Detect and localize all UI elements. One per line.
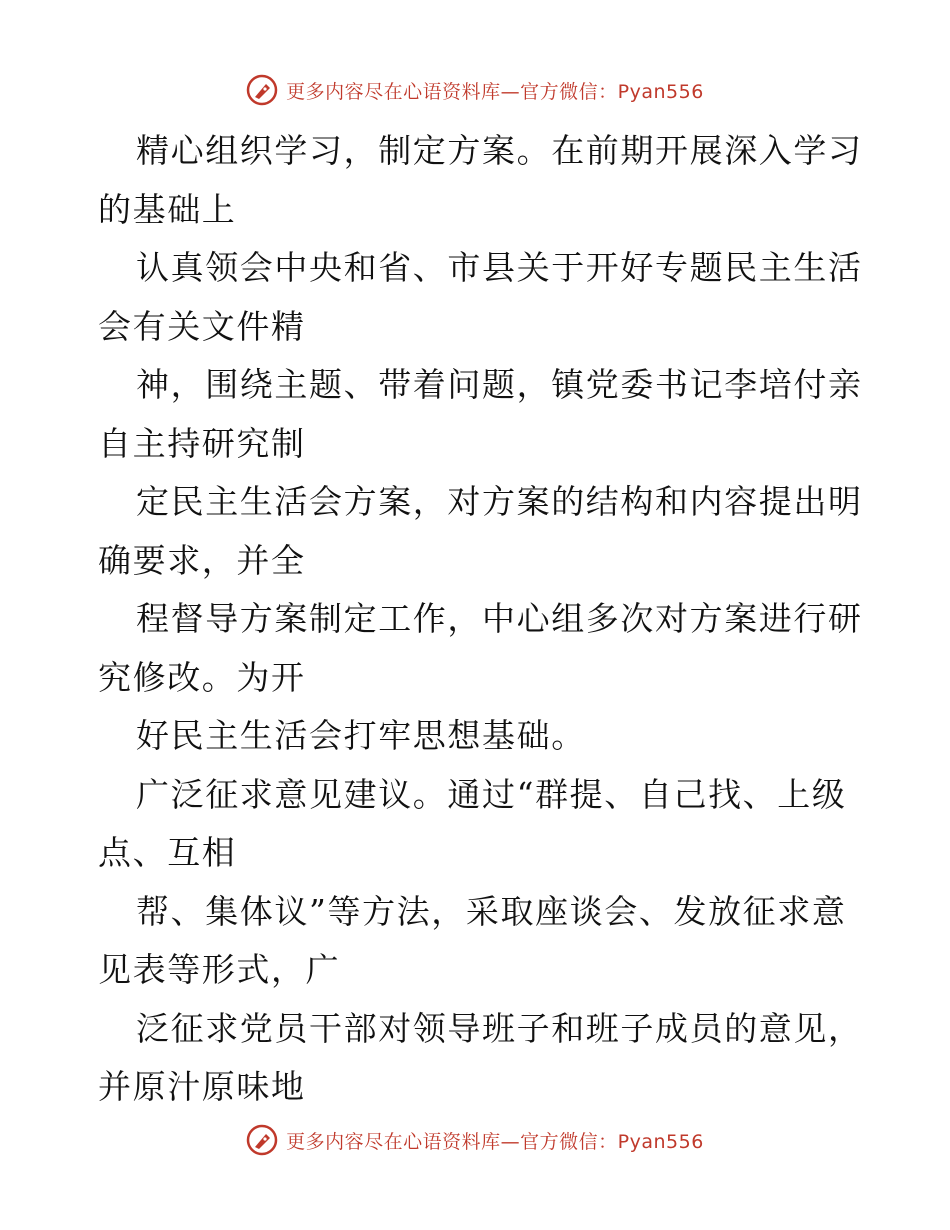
body-text-line: 神，围绕主题、带着问题，镇党委书记李培付亲: [136, 365, 863, 404]
body-text-line: 会有关文件精: [98, 306, 306, 346]
pen-nib-logo-icon: [246, 1124, 278, 1156]
body-text-line: 自主持研究制: [98, 423, 306, 463]
body-text-line: 见表等形式，广: [98, 950, 341, 989]
body-text-line: 程督导方案制定工作，中心组多次对方案进行研: [136, 599, 863, 638]
body-text-line: 点、互相: [98, 833, 237, 872]
body-text-line: 好民主生活会打牢思想基础。: [136, 716, 586, 755]
body-text-line: 究修改。为开: [98, 657, 306, 697]
body-text-line: 认真领会中央和省、市县关于开好专题民主生活: [136, 248, 863, 287]
watermark-text: 更多内容尽在心语资料库—官方微信：Pyan556: [286, 80, 704, 103]
footer-watermark: [0, 1120, 950, 1160]
body-text-line: 确要求，并全: [98, 540, 306, 580]
document-body: [98, 122, 863, 1117]
header-watermark: [0, 70, 950, 110]
pen-nib-logo-icon: [246, 74, 278, 106]
body-text-line: 泛征求党员干部对领导班子和班子成员的意见，: [136, 1008, 863, 1048]
body-text-line: 定民主生活会方案，对方案的结构和内容提出明: [136, 482, 863, 521]
body-text-line: 的基础上: [98, 189, 237, 229]
body-text-line: 精心组织学习，制定方案。在前期开展深入学习: [136, 131, 863, 170]
body-text-line: 并原汁原味地: [98, 1067, 306, 1106]
watermark-text: 更多内容尽在心语资料库—官方微信：Pyan556: [286, 1130, 704, 1153]
body-text-line: 帮、集体议”等方法，采取座谈会、发放征求意: [136, 891, 847, 931]
body-text-line: 广泛征求意见建议。通过“群提、自己找、上级: [136, 774, 847, 814]
